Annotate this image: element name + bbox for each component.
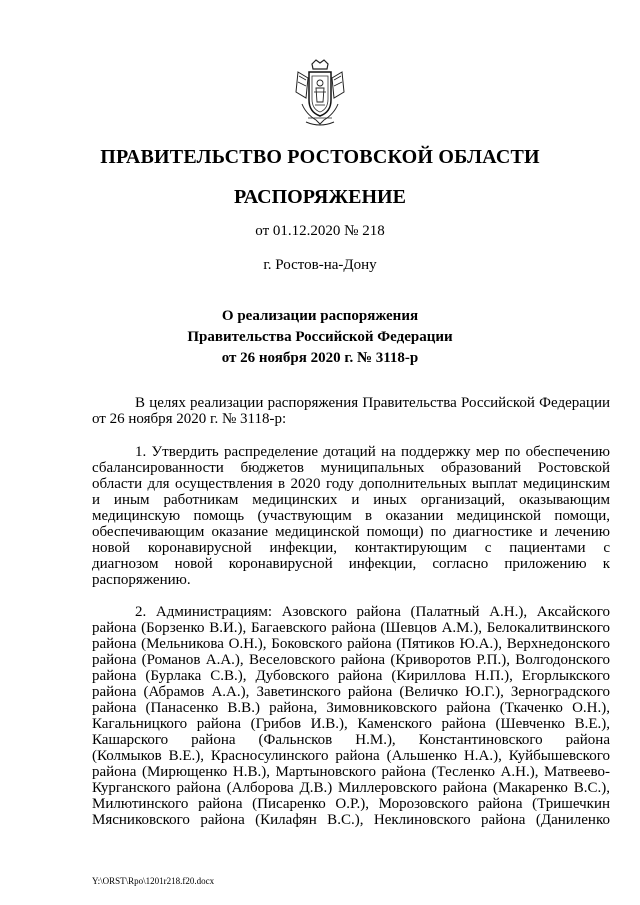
document-subject [0,306,640,369]
paragraph-line: района (Романов А.А.), Веселовского района (Криворотов Р.П.), Волгодонского [92,652,610,668]
paragraph-line: В целях реализации распоряжения Правительства Российской Федерации [135,395,610,411]
paragraph-line: Мясниковского района (Килафян В.С.), Неклиновского района (Даниленко [92,812,610,828]
document-type: РАСПОРЯЖЕНИЕ [234,186,406,208]
paragraph-line: района (Борзенко В.И.), Багаевского района (Шевцов А.М.), Белокалитвинского [92,620,610,636]
coat-of-arms-icon [290,58,350,130]
paragraph-line: области для осуществления в 2020 году дополнительных выплат медицинским [92,476,610,492]
subject-line: О реализации распоряжения [221,308,419,324]
paragraph-line: от 26 ноября 2020 г. № 3118-р: [92,411,287,427]
paragraph-line: района (Бурлака С.В.), Дубовского района (Кириллова Н.П.), Егорлыкского [92,668,610,684]
item-2-paragraph [92,604,610,828]
paragraph-line: района (Мельникова О.Н.), Боковского района (Пятиков Ю.А.), Верхнедонского [92,636,610,652]
document-city: г. Ростов-на-Дону [263,257,377,273]
paragraph-line: распоряжению. [92,572,191,588]
paragraph-line: 1. Утвердить распределение дотаций на поддержку мер по обеспечению [135,444,610,460]
paragraph-line: района (Абрамов А.А.), Заветинского района (Величко Ю.Г.), Зерноградского [92,684,610,700]
preamble-paragraph [92,395,610,427]
paragraph-line: и иным работникам медицинских и иных организаций, оказывающим [92,492,610,508]
item-1-paragraph [92,444,610,588]
paragraph-line: медицинскую помощь (участвующим в оказании медицинской помощи, [92,508,610,524]
subject-line: Правительства Российской Федерации [187,329,453,345]
paragraph-line: (Колмыков В.Е.), Красносулинского района (Альшенко Н.А.), Куйбышевского [92,748,610,764]
paragraph-line: сбалансированности бюджетов муниципальных образований Ростовской [92,460,610,476]
subject-line: от 26 ноября 2020 г. № 3118-р [221,350,419,366]
paragraph-line: 2. Администрациям: Азовского района (Палатный А.Н.), Аксайского [135,604,610,620]
footer-file-path: Y:\ORST\Rpo\1201r218.f20.docx [92,876,215,886]
paragraph-line: района (Панасенко В.В.) района, Зимовниковского района (Ткаченко О.Н.), [92,700,610,716]
paragraph-line: Милютинского района (Писаренко О.Р.), Морозовского района (Тришечкин [92,796,610,812]
paragraph-line: новой коронавирусной инфекции, контактирующим с пациентами с [92,540,610,556]
paragraph-line: Кашарского района (Фальнсков Н.М.), Константиновского района [92,732,610,748]
document-date-number: от 01.12.2020 № 218 [255,223,385,239]
paragraph-line: Кагальницкого района (Грибов И.В.), Каменского района (Шевченко В.Е.), [92,716,610,732]
paragraph-line: диагнозом новой коронавирусной инфекции, согласно приложению к [92,556,610,572]
organization-title: ПРАВИТЕЛЬСТВО РОСТОВСКОЙ ОБЛАСТИ [100,146,540,168]
paragraph-line: обеспечивающим оказание медицинской помощи) по диагностике и лечению [92,524,610,540]
paragraph-line: Курганского района (Алборова Д.В.) Миллеровского района (Макаренко В.С.), [92,780,610,796]
paragraph-line: района (Мирющенко Н.В.), Мартыновского района (Тесленко А.Н.), Матвеево- [92,764,610,780]
